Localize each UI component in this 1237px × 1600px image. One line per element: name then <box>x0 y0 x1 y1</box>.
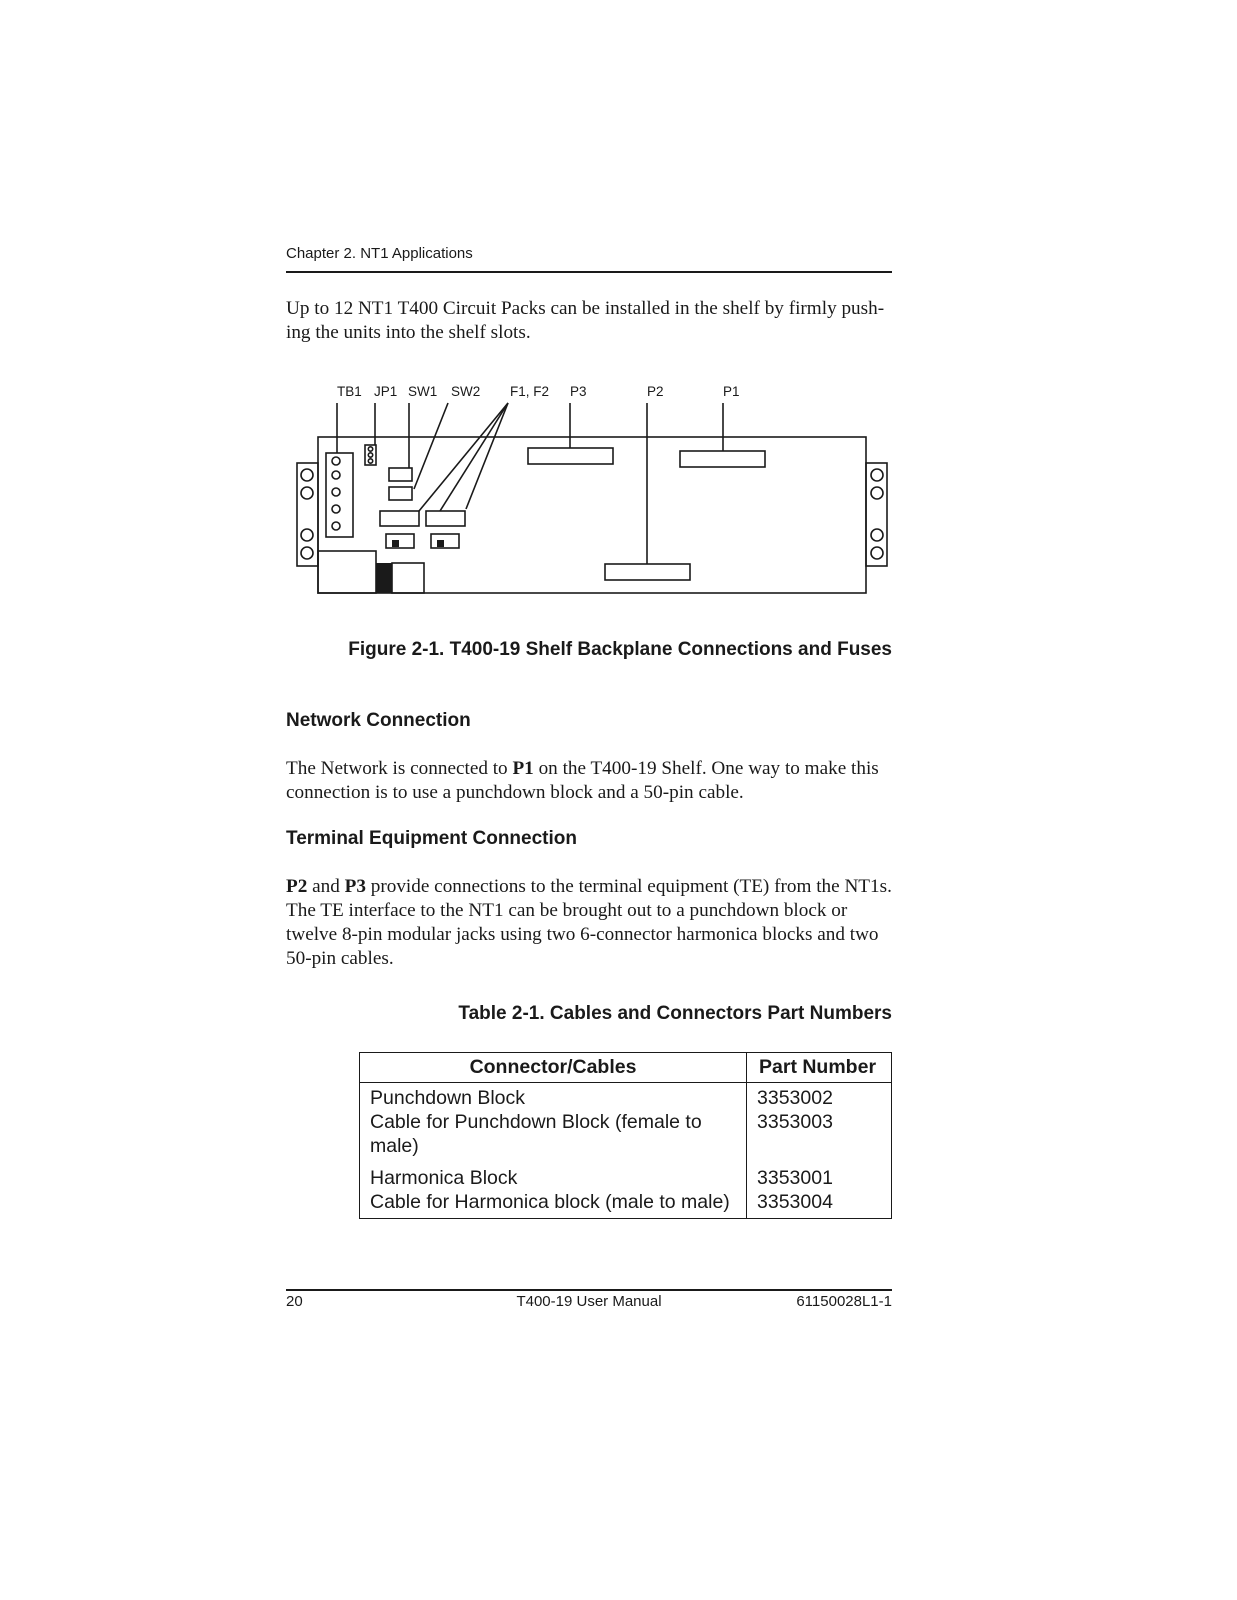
parts-table <box>359 1052 892 1219</box>
column-header-part-number: Part Number <box>747 1053 892 1083</box>
figure-caption: Figure 2-1. T400-19 Shelf Backplane Connections and Fuses <box>348 639 892 660</box>
table-cell: 3353002 <box>757 1087 833 1109</box>
table-caption: Table 2-1. Cables and Connectors Part Numbers <box>458 1003 892 1024</box>
footer-doc-code: 61150028L1-1 <box>796 1293 892 1310</box>
table-cell: Cable for Harmonica block (male to male) <box>370 1191 730 1213</box>
label-tb1: TB1 <box>337 384 362 399</box>
table-row <box>360 1083 892 1219</box>
table-cell: 3353004 <box>757 1191 833 1213</box>
table-cell: 3353001 <box>757 1167 833 1189</box>
intro-paragraph: Up to 12 NT1 T400 Circuit Packs can be installed in the shelf by firmly push-ing the units into the shelf slots. <box>286 298 885 343</box>
column-header-connector: Connector/Cables <box>360 1053 747 1083</box>
p1-connector <box>680 451 765 467</box>
backplane-board <box>318 437 866 593</box>
table-cell: Punchdown Block <box>370 1087 526 1109</box>
label-jp1: JP1 <box>374 384 398 399</box>
fuse-f1 <box>380 511 419 526</box>
sw2-switch <box>389 487 412 500</box>
table-cell: Cable for Punchdown Block (female to male) <box>370 1111 702 1157</box>
fuse-f2 <box>426 511 465 526</box>
p2-connector <box>605 564 690 580</box>
terminal-heading: Terminal Equipment Connection <box>286 828 577 849</box>
label-p1: P1 <box>723 384 740 399</box>
backplane-figure <box>290 375 900 600</box>
table-cell: 3353003 <box>757 1111 833 1133</box>
footer-rule <box>286 1289 892 1291</box>
table-header-row <box>360 1053 892 1083</box>
power-block <box>318 551 376 593</box>
p3-connector <box>528 448 613 464</box>
label-p2: P2 <box>647 384 664 399</box>
header-rule <box>286 271 892 273</box>
right-mounting-ear <box>866 463 887 566</box>
label-p3: P3 <box>570 384 587 399</box>
page-number: 20 <box>286 1293 303 1310</box>
network-paragraph: The Network is connected to P1 on the T400-19 Shelf. One way to make this connection is to use a punchdown block and a 50-pin cable. <box>286 758 879 803</box>
label-sw1: SW1 <box>408 384 438 399</box>
table-cell: Harmonica Block <box>370 1167 518 1189</box>
jp1-jumper <box>365 445 376 465</box>
left-mounting-ear <box>297 463 318 566</box>
network-heading: Network Connection <box>286 710 471 731</box>
label-sw2: SW2 <box>451 384 481 399</box>
terminal-paragraph: P2 and P3 provide connections to the terminal equipment (TE) from the NT1s. The TE interface to the NT1 can be brought out to a punchdown block or twelve 8-pin modular jacks using two 6-connector harmonica blocks and two 50-pin cables. <box>286 876 892 969</box>
label-f1-f2: F1, F2 <box>510 384 550 399</box>
footer-title: T400-19 User Manual <box>516 1293 662 1310</box>
sw1-switch <box>389 468 412 481</box>
running-header: Chapter 2. NT1 Applications <box>286 245 473 262</box>
